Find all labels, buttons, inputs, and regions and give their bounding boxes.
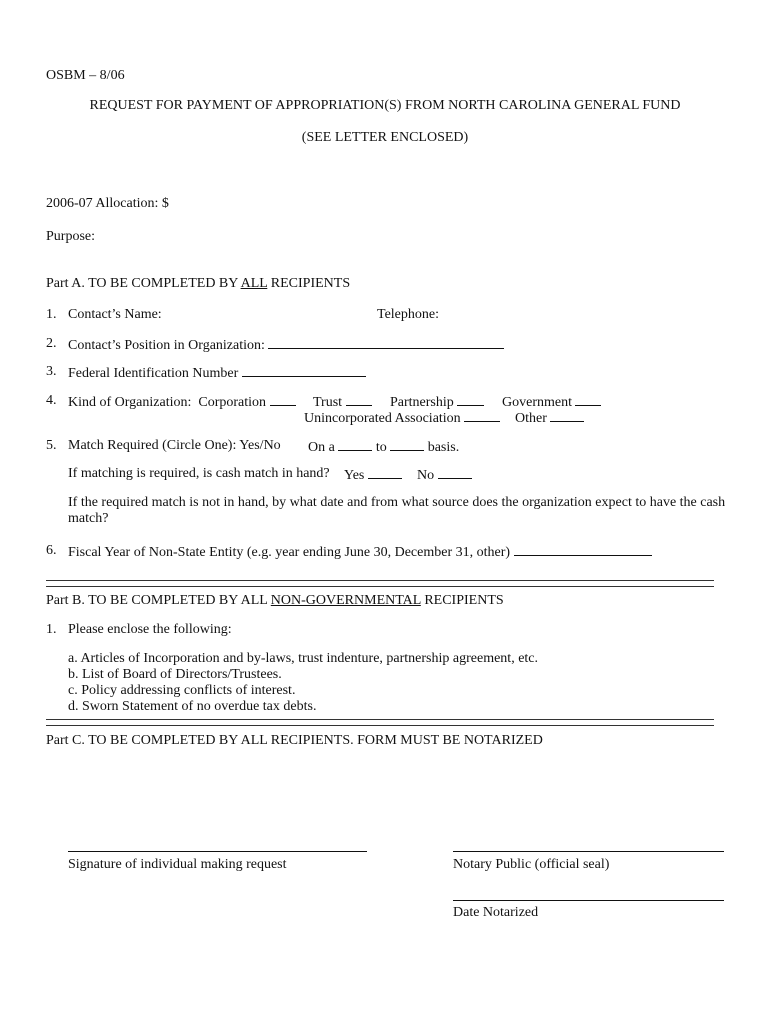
purpose-label: Purpose: [46, 229, 95, 244]
org-other-field[interactable] [550, 409, 584, 422]
cash-match-no-field[interactable] [438, 466, 472, 479]
federal-id-row [68, 364, 366, 382]
allocation-label: 2006-07 Allocation: $ [46, 196, 169, 211]
cash-match-no-label: No [417, 468, 435, 483]
org-trust-label: Trust [313, 395, 343, 410]
org-unincorporated-option [304, 409, 500, 427]
item-number: 5. [46, 438, 57, 453]
match-ratio-to-field[interactable] [390, 438, 424, 451]
org-kind-row [68, 393, 296, 411]
org-other-label: Other [515, 411, 547, 426]
cash-match-yes-field[interactable] [368, 466, 402, 479]
org-unincorporated-label: Unincorporated Association [304, 411, 461, 426]
item-number: 3. [46, 364, 57, 379]
match-source-question-line1: If the required match is not in hand, by what date and from what source does the organization expect to have the cash [68, 495, 726, 510]
match-on-a-label: On a [308, 440, 335, 455]
match-source-question-line2: match? [68, 511, 109, 526]
item-number: 4. [46, 393, 57, 408]
section-divider [46, 580, 714, 587]
requester-signature-label: Signature of individual making request [68, 857, 287, 872]
item-number: 1. [46, 307, 57, 322]
org-government-label: Government [502, 395, 572, 410]
enclosure-item: d. Sworn Statement of no overdue tax debts. [68, 699, 317, 714]
contact-name-label: Contact’s Name: [68, 307, 162, 322]
org-government-field[interactable] [575, 393, 601, 406]
part-b-heading-post: RECIPIENTS [420, 593, 504, 608]
form-subtitle: (SEE LETTER ENCLOSED) [301, 130, 469, 145]
contact-position-row [68, 336, 504, 354]
date-notarized-line[interactable] [453, 900, 724, 901]
cash-match-no-option [417, 466, 472, 484]
org-partnership-field[interactable] [457, 393, 484, 406]
part-c-heading: Part C. TO BE COMPLETED BY ALL RECIPIENTS. FORM MUST BE NOTARIZED [46, 733, 543, 748]
cash-match-yes-option [344, 466, 402, 484]
cash-match-question: If matching is required, is cash match in hand? [68, 466, 330, 481]
match-ratio-from-field[interactable] [338, 438, 372, 451]
form-id: OSBM – 8/06 [46, 68, 125, 83]
fiscal-year-row [68, 543, 652, 561]
enclosure-item: b. List of Board of Directors/Trustees. [68, 667, 282, 682]
federal-id-field[interactable] [242, 364, 366, 377]
contact-position-field[interactable] [268, 336, 504, 349]
enclose-label: Please enclose the following: [68, 622, 232, 637]
match-required-label[interactable]: Match Required (Circle One): Yes/No [68, 438, 281, 453]
item-number: 2. [46, 336, 57, 351]
part-a-heading [46, 276, 350, 292]
org-partnership-label: Partnership [390, 395, 454, 410]
match-basis-label: basis. [427, 440, 460, 455]
notary-signature-label: Notary Public (official seal) [453, 857, 610, 872]
telephone-label: Telephone: [377, 307, 439, 322]
item-number: 6. [46, 543, 57, 558]
match-to-label: to [375, 440, 387, 455]
match-basis-row [308, 438, 459, 456]
enclosure-item: c. Policy addressing conflicts of interest. [68, 683, 296, 698]
org-corporation-field[interactable] [270, 393, 296, 406]
fiscal-year-field[interactable] [514, 543, 652, 556]
date-notarized-label: Date Notarized [453, 905, 539, 920]
enclosure-item: a. Articles of Incorporation and by-laws, trust indenture, partnership agreement, etc. [68, 651, 539, 666]
fiscal-year-label: Fiscal Year of Non-State Entity (e.g. year ending June 30, December 31, other) [68, 545, 511, 560]
part-a-heading-emph: ALL [240, 276, 268, 291]
org-kind-label: Kind of Organization: [68, 395, 192, 410]
org-other-option [515, 409, 584, 427]
cash-match-yes-label: Yes [344, 468, 365, 483]
requester-signature-line[interactable] [68, 851, 367, 852]
section-divider [46, 719, 714, 726]
notary-signature-line[interactable] [453, 851, 724, 852]
contact-position-label: Contact’s Position in Organization: [68, 338, 265, 353]
org-trust-field[interactable] [346, 393, 372, 406]
part-b-heading [46, 593, 504, 609]
part-b-heading-pre: Part B. TO BE COMPLETED BY ALL [46, 593, 271, 608]
org-corporation-label: Corporation [198, 395, 267, 410]
item-number: 1. [46, 622, 57, 637]
federal-id-label: Federal Identification Number [68, 366, 239, 381]
part-b-heading-emph: NON-GOVERNMENTAL [270, 593, 421, 608]
part-a-heading-post: RECIPIENTS [267, 276, 351, 291]
form-title: REQUEST FOR PAYMENT OF APPROPRIATION(S) FROM NORTH CAROLINA GENERAL FUND [89, 98, 681, 113]
org-unincorporated-field[interactable] [464, 409, 500, 422]
part-a-heading-pre: Part A. TO BE COMPLETED BY [46, 276, 241, 291]
